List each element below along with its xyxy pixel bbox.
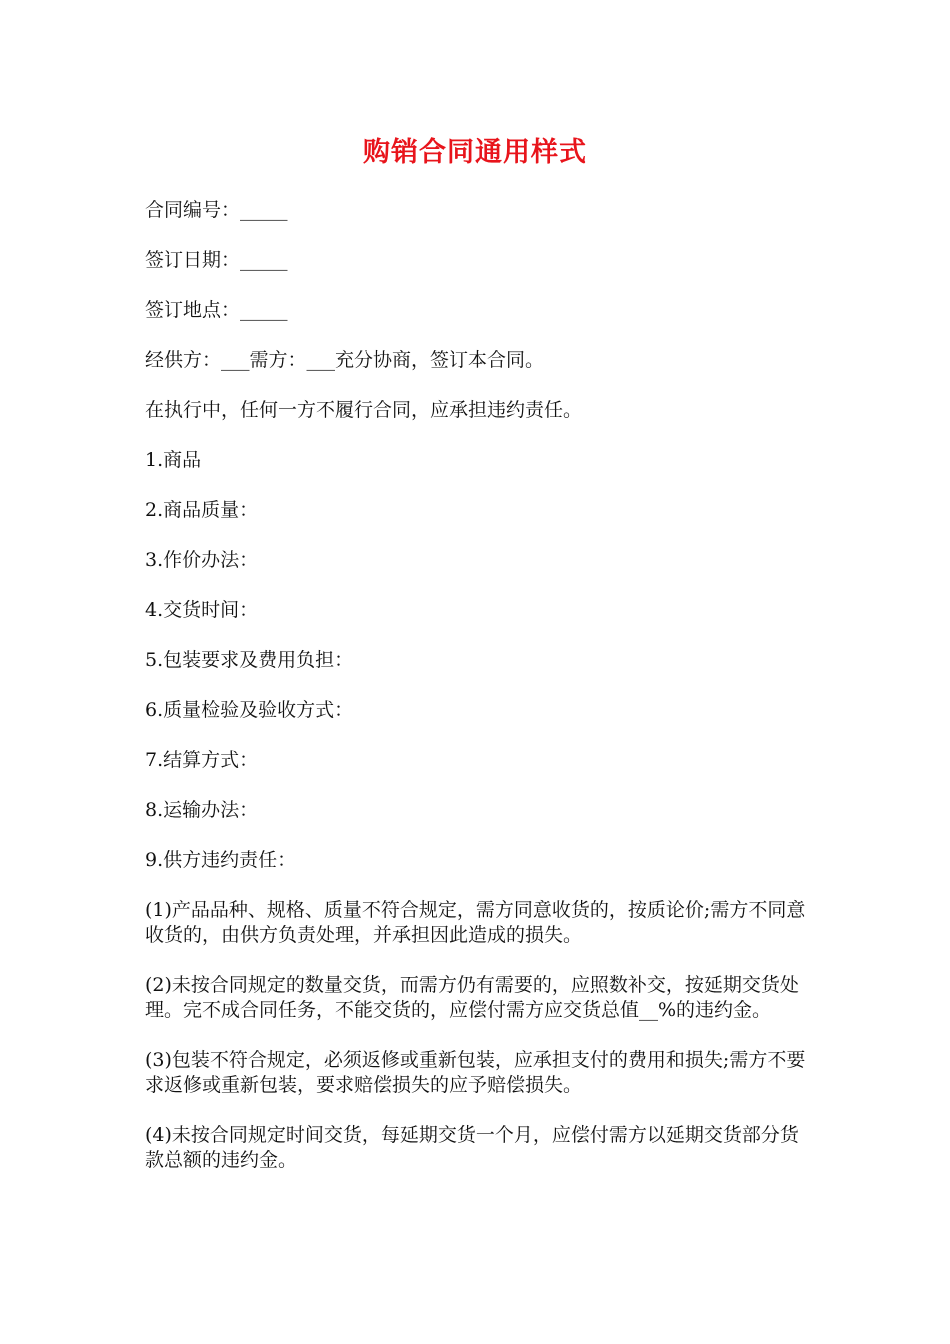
item-6: 6.质量检验及验收方式： (145, 699, 354, 721)
item-7: 7.结算方式： (145, 749, 259, 771)
responsibility-note: 在执行中，任何一方不履行合同，应承担违约责任。 (145, 399, 583, 421)
document-title: 购销合同通用样式 (363, 137, 587, 168)
sign-date-field: 签订日期：_____ (145, 249, 288, 271)
item-2: 2.商品质量： (145, 499, 259, 521)
clause-1: (1)产品品种、规格、质量不符合规定，需方同意收货的，按质论价;需方不同意收货的，由供方负责处理，并承担因此造成的损失。 (145, 899, 806, 946)
clause-2: (2)未按合同规定的数量交货，而需方仍有需要的，应照数补交，按延期交货处理。完不成合同任务，不能交货的，应偿付需方应交货总值__%的违约金。 (145, 974, 799, 1021)
item-9: 9.供方违约责任： (145, 849, 297, 871)
document-body (145, 198, 810, 1198)
item-5: 5.包装要求及费用负担： (145, 649, 354, 671)
clause-3: (3)包装不符合规定，必须返修或重新包装，应承担支付的费用和损失;需方不要求返修或重新包装，要求赔偿损失的应予赔偿损失。 (145, 1049, 806, 1096)
item-8: 8.运输办法： (145, 799, 259, 821)
item-1: 1.商品 (145, 449, 202, 471)
item-3: 3.作价办法： (145, 549, 259, 571)
contract-number-field: 合同编号：_____ (145, 199, 288, 221)
item-4: 4.交货时间： (145, 599, 259, 621)
sign-place-field: 签订地点：_____ (145, 299, 288, 321)
intro-paragraph: 经供方：___需方：___充分协商，签订本合同。 (145, 349, 545, 371)
clause-4: (4)未按合同规定时间交货，每延期交货一个月，应偿付需方以延期交货部分货款总额的违约金。 (145, 1124, 799, 1171)
